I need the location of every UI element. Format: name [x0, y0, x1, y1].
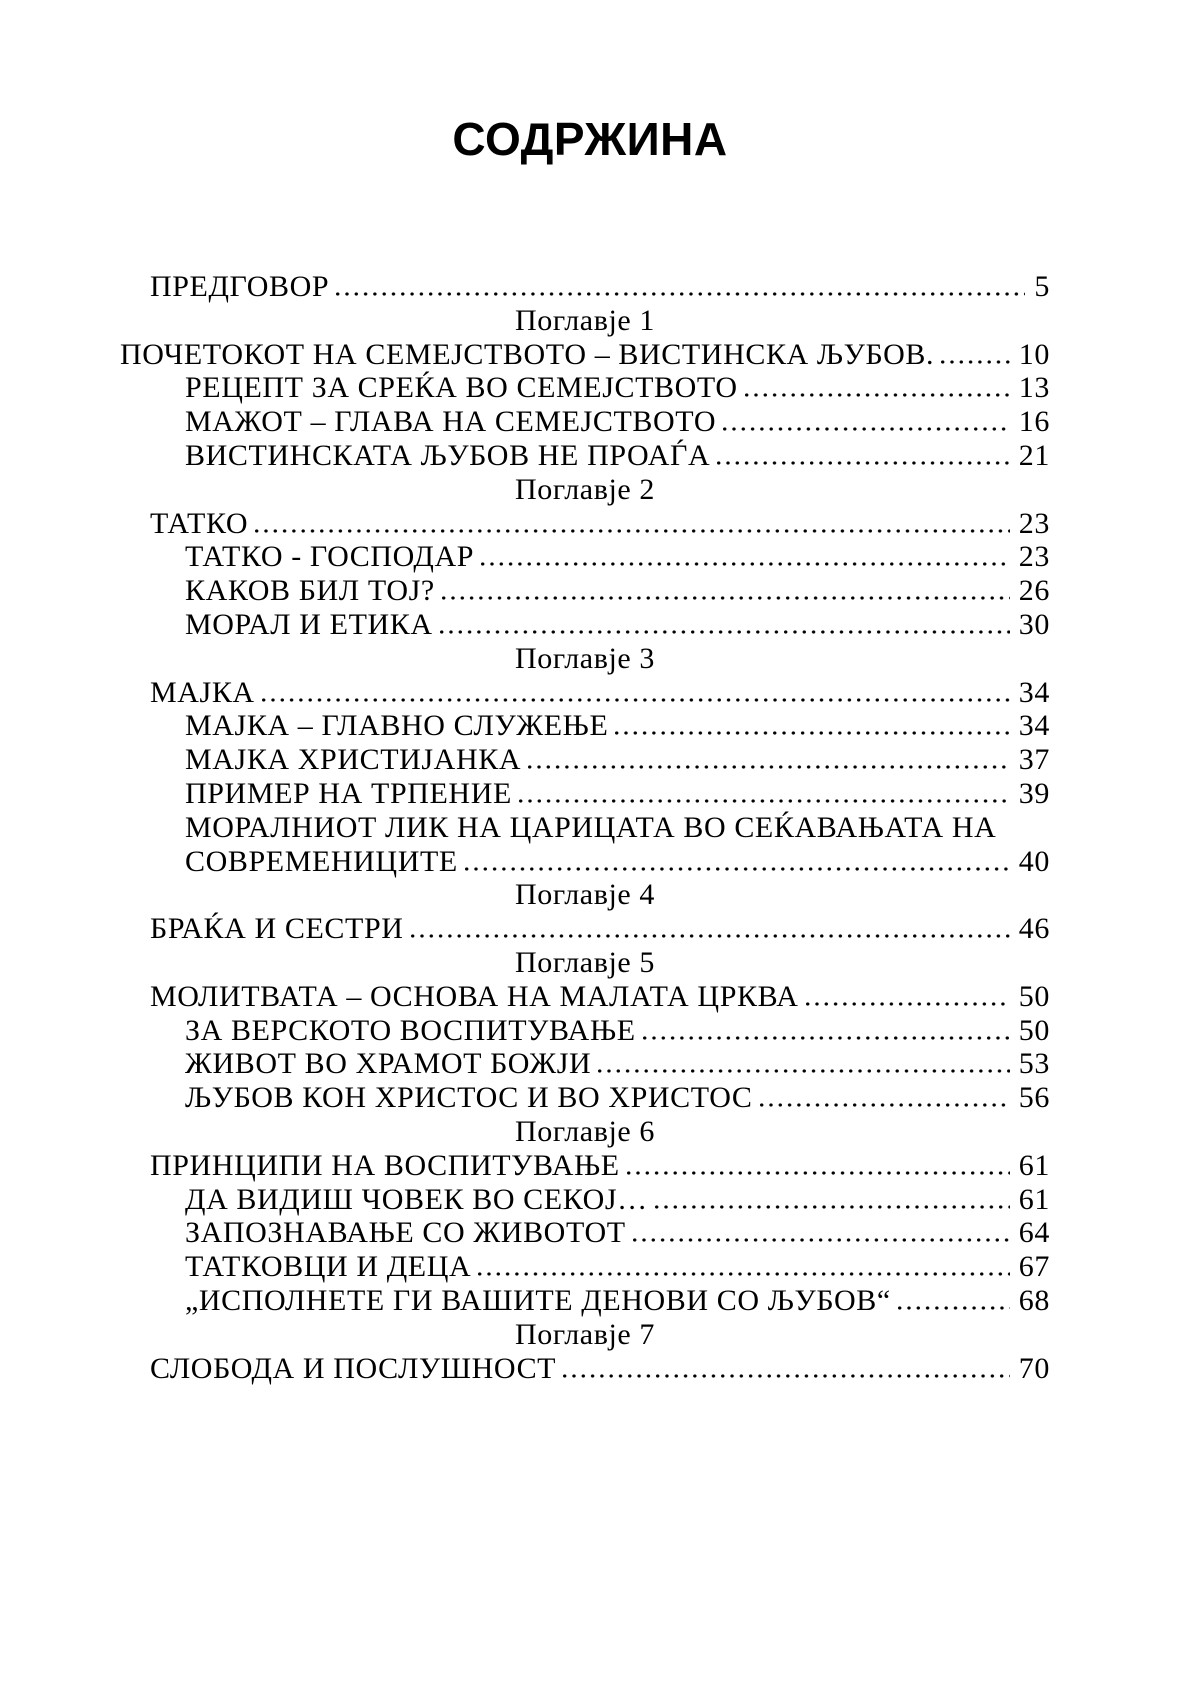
dot-leader [598, 1069, 1009, 1073]
dot-leader [633, 1238, 1010, 1242]
dot-leader [465, 867, 1010, 871]
toc-entry-title: МОЛИТВАТА – ОСНОВА НА МАЛАТА ЦРКВА [150, 979, 799, 1013]
toc-entry-row [120, 507, 1050, 541]
toc-entry-title: МОРАЛНИОТ ЛИК НА ЦАРИЦАТА ВО СЕЌАВАЊАТА НА [185, 810, 997, 844]
dot-leader [898, 1306, 1010, 1310]
dot-leader [481, 562, 1010, 566]
toc-entry-page: 26 [1018, 574, 1050, 608]
toc-entry-row [120, 439, 1050, 473]
toc-entry-title: КАКОВ БИЛ ТОЈ? [185, 574, 435, 608]
toc-entry-row [120, 371, 1050, 405]
page-title: СОДРЖИНА [452, 113, 728, 165]
toc-entry-page: 21 [1018, 438, 1050, 472]
dot-leader [411, 934, 1010, 938]
toc-entry-title: ЖИВОТ ВО ХРАМОТ БОЖЈИ [185, 1047, 592, 1081]
dot-leader [760, 1103, 1010, 1107]
toc-entry-row [120, 574, 1050, 608]
toc-entry-row [120, 608, 1050, 642]
toc-entry-row [120, 338, 1050, 372]
dot-leader [941, 360, 1010, 364]
toc-entry-page: 61 [1018, 1148, 1050, 1182]
dot-leader [615, 731, 1009, 735]
toc-entry-title: МОРАЛ И ЕТИКА [185, 607, 433, 641]
dot-leader [442, 596, 1010, 600]
dot-leader [528, 765, 1010, 769]
chapter-heading [120, 304, 1050, 338]
dot-leader [806, 1002, 1010, 1006]
toc-entry-page: 50 [1018, 1013, 1050, 1047]
toc-entry-page: 39 [1018, 776, 1050, 810]
toc-entry-page: 70 [1018, 1351, 1050, 1385]
toc-entry-page: 34 [1018, 709, 1050, 743]
dot-leader [717, 461, 1010, 465]
chapter-heading [120, 878, 1050, 912]
toc-entry-row [120, 1284, 1050, 1318]
toc-entry-title: ЗА ВЕРСКОТО ВОСПИТУВАЊЕ [185, 1013, 636, 1047]
toc-entry-row [120, 676, 1050, 710]
dot-leader [745, 393, 1010, 397]
toc-entry-title: ПРИНЦИПИ НА ВОСПИТУВАЊЕ [150, 1148, 620, 1182]
dot-leader [723, 427, 1010, 431]
toc-entry-title: ВИСТИНСКАТА ЉУБОВ НЕ ПРОАЃА [185, 438, 711, 472]
toc-entry-title: МАЈКА [150, 675, 255, 709]
toc-entry-title: БРАЌА И СЕСТРИ [150, 912, 404, 946]
toc-entry-title: „ИСПОЛНЕТЕ ГИ ВАШИТЕ ДЕНОВИ СО ЉУБОВ“ [185, 1283, 891, 1317]
dot-leader [262, 698, 1010, 702]
toc-entry-page: 37 [1018, 743, 1050, 777]
dot-leader [519, 799, 1010, 803]
table-of-contents [120, 270, 1050, 1385]
toc-entry-title: ЗАПОЗНАВАЊЕ СО ЖИВОТОТ [185, 1216, 626, 1250]
toc-entry-page: 53 [1018, 1047, 1050, 1081]
toc-entry-row [120, 1149, 1050, 1183]
toc-entry-page: 13 [1018, 371, 1050, 405]
toc-entry-row [120, 1183, 1050, 1217]
chapter-heading [120, 642, 1050, 676]
toc-entry-row [120, 405, 1050, 439]
dot-leader [643, 1036, 1010, 1040]
toc-entry-title: СЛОБОДА И ПОСЛУШНОСТ [150, 1351, 557, 1385]
chapter-heading-label: Поглавје 3 [514, 641, 656, 675]
chapter-heading-label: Поглавје 7 [514, 1317, 656, 1351]
toc-entry-page: 16 [1018, 405, 1050, 439]
toc-entry-page: 64 [1018, 1216, 1050, 1250]
dot-leader [336, 292, 1025, 296]
toc-entry-title: ПОЧЕТОКОТ НА СЕМЕЈСТВОТО – ВИСТИНСКА ЉУБОВ. [120, 337, 935, 371]
toc-entry-row [120, 845, 1050, 879]
toc-entry-row [120, 743, 1050, 777]
chapter-heading [120, 1115, 1050, 1149]
chapter-heading [120, 473, 1050, 507]
toc-entry-row [120, 1352, 1050, 1386]
toc-entry-page: 30 [1018, 607, 1050, 641]
toc-entry-title: РЕЦЕПТ ЗА СРЕЌА ВО СЕМЕЈСТВОТО [185, 371, 738, 405]
dot-leader [478, 1272, 1010, 1276]
toc-entry-page: 23 [1018, 506, 1050, 540]
chapter-heading-label: Поглавје 4 [514, 878, 656, 912]
toc-entry-row [120, 980, 1050, 1014]
toc-entry-page: 61 [1018, 1182, 1050, 1216]
toc-entry-title: ТАТКО - ГОСПОДАР [185, 540, 474, 574]
toc-entry-row [120, 270, 1050, 304]
toc-entry-page: 23 [1018, 540, 1050, 574]
chapter-heading-label: Поглавје 5 [514, 945, 656, 979]
toc-entry-page: 67 [1018, 1250, 1050, 1284]
toc-entry-row [120, 1014, 1050, 1048]
toc-entry-page: 50 [1018, 979, 1050, 1013]
toc-entry-row [120, 1216, 1050, 1250]
toc-entry-title: ПРИМЕР НА ТРПЕНИЕ [185, 776, 512, 810]
toc-entry-row [120, 811, 1050, 845]
toc-entry-title: СОВРЕМЕНИЦИТЕ [185, 844, 458, 878]
toc-entry-row [120, 540, 1050, 574]
chapter-heading-label: Поглавје 1 [514, 303, 656, 337]
chapter-heading [120, 946, 1050, 980]
dot-leader [255, 529, 1010, 533]
toc-entry-title: ТАТКОВЦИ И ДЕЦА [185, 1250, 472, 1284]
chapter-heading-label: Поглавје 2 [514, 472, 656, 506]
toc-entry-title: МАЈКА – ГЛАВНО СЛУЖЕЊЕ [185, 709, 609, 743]
toc-entry-row [120, 709, 1050, 743]
toc-entry-row [120, 1047, 1050, 1081]
toc-entry-title: ЉУБОВ КОН ХРИСТОС И ВО ХРИСТОС [185, 1081, 753, 1115]
toc-entry-title: МАЈКА ХРИСТИЈАНКА [185, 743, 522, 777]
toc-entry-page: 5 [1034, 270, 1050, 303]
toc-entry-title: МАЖОТ – ГЛАВА НА СЕМЕЈСТВОТО [185, 405, 717, 439]
toc-entry-row [120, 912, 1050, 946]
dot-leader [655, 1205, 1010, 1209]
chapter-heading [120, 1318, 1050, 1352]
toc-entry-title: ТАТКО [150, 506, 249, 540]
toc-entry-page: 68 [1018, 1283, 1050, 1317]
toc-entry-title: ДА ВИДИШ ЧОВЕК ВО СЕКОЈ… [185, 1182, 648, 1216]
toc-entry-page: 40 [1018, 844, 1050, 878]
dot-leader [627, 1171, 1010, 1175]
dot-leader [440, 630, 1010, 634]
toc-entry-row [120, 1250, 1050, 1284]
dot-leader [563, 1374, 1010, 1378]
toc-entry-page: 10 [1018, 337, 1050, 371]
chapter-heading-label: Поглавје 6 [514, 1114, 656, 1148]
toc-entry-page: 34 [1018, 675, 1050, 709]
toc-entry-page: 46 [1018, 912, 1050, 946]
toc-entry-page: 56 [1018, 1081, 1050, 1115]
toc-entry-row [120, 1081, 1050, 1115]
toc-entry-row [120, 777, 1050, 811]
toc-entry-title: ПРЕДГОВОР [150, 270, 330, 303]
